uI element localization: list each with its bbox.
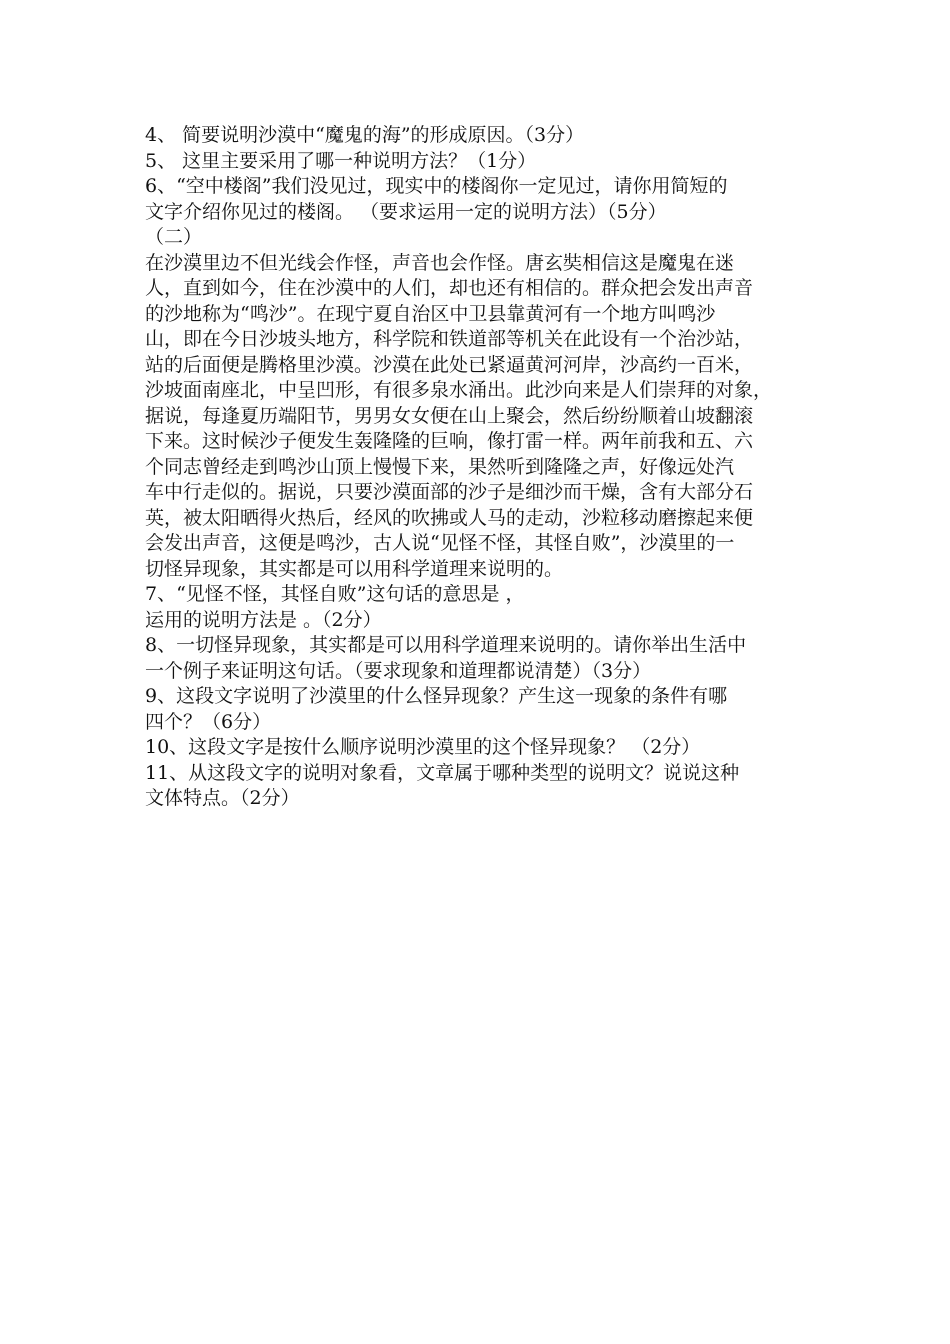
- question-6-line-2: 文字介绍你见过的楼阁。 （要求运用一定的说明方法）（5分）: [145, 200, 667, 223]
- passage-line: 沙坡面南座北，中呈凹形，有很多泉水涌出。此沙向来是人们崇拜的对象，: [145, 379, 773, 401]
- passage-line: 人，直到如今，住在沙漠中的人们，却也还有相信的。群众把会发出声音: [145, 277, 754, 299]
- passage-line: 切怪异现象，其实都是可以用科学道理来说明的。: [145, 557, 564, 580]
- passage-line: 车中行走似的。据说，只要沙漠面部的沙子是细沙而干燥，含有大部分石: [145, 481, 754, 503]
- passage-line: 下来。这时候沙子便发生轰隆隆的巨响，像打雷一样。两年前我和五、六: [145, 430, 754, 452]
- question-4: 4、 简要说明沙漠中“魔鬼的海”的形成原因。（3分）: [145, 124, 585, 146]
- question-7-line-2: 运用的说明方法是 。（2分）: [145, 608, 382, 631]
- question-6-line-1: 6、“空中楼阁”我们没见过，现实中的楼阁你一定见过，请你用简短的: [145, 175, 728, 197]
- passage-line: 站的后面便是腾格里沙漠。沙漠在此处已紧逼黄河河岸，沙高约一百米，: [145, 353, 754, 376]
- question-9-line-2: 四个？（6分）: [145, 710, 272, 733]
- passage-line: 个同志曾经走到鸣沙山顶上慢慢下来，果然听到隆隆之声，好像远处汽: [145, 455, 735, 478]
- question-11-line-2: 文体特点。（2分）: [145, 787, 300, 809]
- question-9-line-1: 9、这段文字说明了沙漠里的什么怪异现象？产生这一现象的条件有哪: [145, 685, 728, 707]
- passage-line: 山，即在今日沙坡头地方，科学院和铁道部等机关在此设有一个治沙站，: [145, 328, 754, 350]
- question-11-line-1: 11、从这段文字的说明对象看，文章属于哪种类型的说明文？说说这种: [145, 761, 740, 784]
- question-7-line-1: 7、“见怪不怪，其怪自败”这句话的意思是 ，: [145, 583, 525, 605]
- question-10: 10、这段文字是按什么顺序说明沙漠里的这个怪异现象？ （2分）: [145, 736, 701, 758]
- question-5: 5、 这里主要采用了哪一种说明方法？（1分）: [145, 149, 537, 172]
- passage-line: 的沙地称为“鸣沙”。在现宁夏自治区中卫县靠黄河有一个地方叫鸣沙: [145, 302, 716, 325]
- passage-line: 会发出声音，这便是鸣沙，古人说“见怪不怪，其怪自败”，沙漠里的一: [145, 532, 735, 554]
- section-heading: （二）: [145, 226, 203, 248]
- passage-line: 在沙漠里边不但光线会作怪，声音也会作怪。唐玄奘相信这是魔鬼在迷: [145, 251, 735, 274]
- document-page: [145, 123, 810, 812]
- passage-line: 据说，每逢夏历端阳节，男男女女便在山上聚会，然后纷纷顺着山坡翻滚: [145, 404, 754, 427]
- passage-line: 英，被太阳晒得火热后，经风的吹拂或人马的走动，沙粒移动磨擦起来便: [145, 506, 754, 529]
- question-8-line-2: 一个例子来证明这句话。（要求现象和道理都说清楚）（3分）: [145, 659, 652, 682]
- question-8-line-1: 8、一切怪异现象，其实都是可以用科学道理来说明的。请你举出生活中: [145, 634, 747, 656]
